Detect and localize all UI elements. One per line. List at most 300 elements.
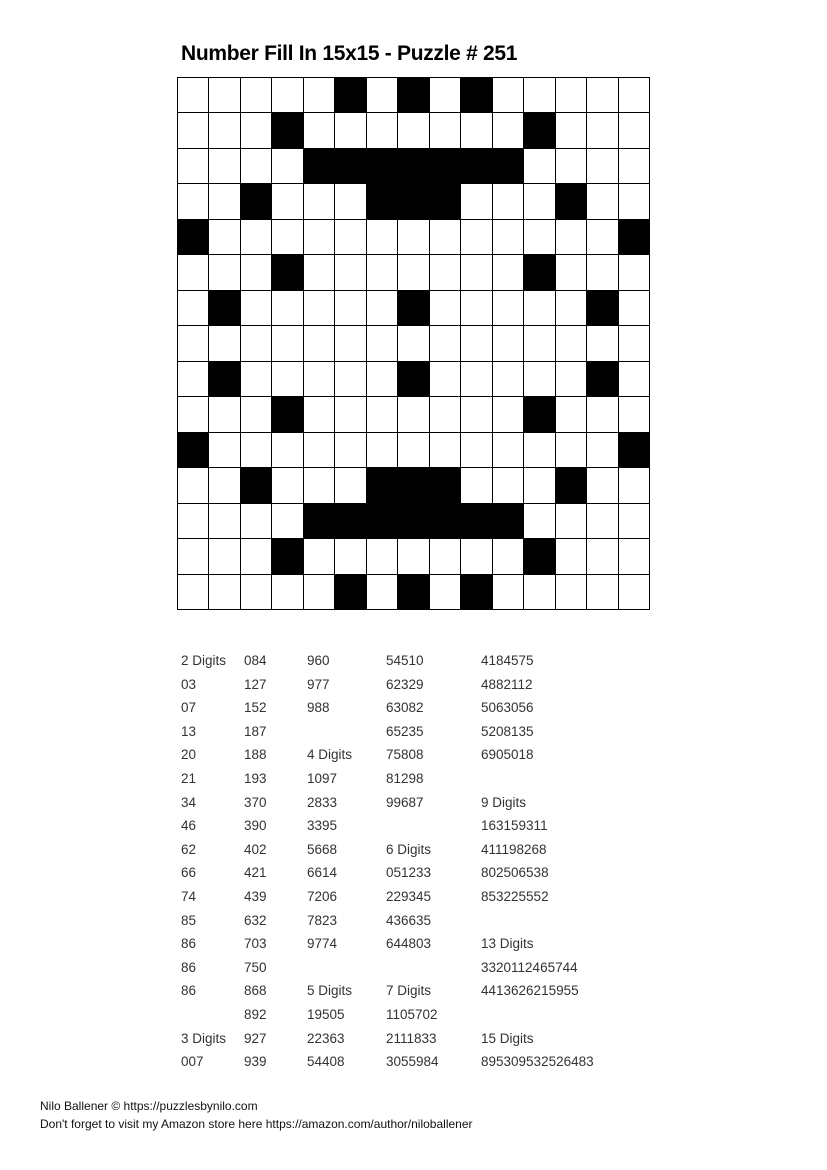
word-list-entry: 66 (181, 865, 197, 881)
grid-cell[interactable] (619, 575, 650, 610)
grid-cell[interactable] (619, 255, 650, 290)
grid-cell[interactable] (556, 539, 587, 574)
word-list-entry: 5063056 (481, 700, 534, 716)
grid-block-cell (367, 184, 398, 219)
grid-cell[interactable] (461, 397, 492, 432)
word-list-entry (386, 958, 439, 982)
grid-cell[interactable] (178, 113, 209, 148)
grid-cell[interactable] (178, 255, 209, 290)
grid-cell[interactable] (272, 220, 303, 255)
grid-cell[interactable] (272, 291, 303, 326)
grid-cell[interactable] (209, 220, 240, 255)
grid-cell[interactable] (272, 149, 303, 184)
word-list-entry: 85 (181, 912, 197, 928)
grid-cell[interactable] (619, 397, 650, 432)
grid-cell[interactable] (430, 433, 461, 468)
grid-cell[interactable] (241, 220, 272, 255)
word-list-column-4 (386, 651, 439, 1076)
grid-cell[interactable] (398, 539, 429, 574)
grid-cell[interactable] (493, 397, 524, 432)
grid-cell[interactable] (556, 255, 587, 290)
grid-cell[interactable] (587, 433, 618, 468)
word-list-entry: 960 (307, 653, 330, 668)
grid-cell[interactable] (493, 326, 524, 361)
word-list-entry: 421 (244, 865, 267, 881)
grid-cell[interactable] (241, 113, 272, 148)
grid-cell[interactable] (461, 220, 492, 255)
grid-cell[interactable] (209, 184, 240, 219)
word-list-entry: 22363 (307, 1030, 345, 1046)
word-list-entry: 127 (244, 676, 267, 692)
grid-cell[interactable] (241, 326, 272, 361)
word-list-entry: 1105702 (386, 1006, 438, 1022)
grid-block-cell (619, 433, 650, 468)
grid-block-cell (461, 78, 492, 113)
word-list-entry: 2111833 (386, 1030, 437, 1046)
grid-cell[interactable] (461, 291, 492, 326)
word-list-entry: 853225552 (481, 888, 549, 904)
grid-cell[interactable] (619, 149, 650, 184)
grid-cell[interactable] (304, 291, 335, 326)
footer-amazon-note: Don't forget to visit my Amazon store here https://amazon.com/author/niloballener (40, 1117, 473, 1131)
grid-cell[interactable] (367, 362, 398, 397)
word-list-entry: 62329 (386, 676, 424, 692)
puzzle-grid[interactable] (177, 77, 650, 610)
word-list-entry: 892 (244, 1006, 267, 1022)
grid-cell[interactable] (619, 539, 650, 574)
grid-cell[interactable] (367, 397, 398, 432)
grid-cell[interactable] (398, 326, 429, 361)
grid-cell[interactable] (524, 468, 555, 503)
grid-block-cell (272, 255, 303, 290)
grid-cell[interactable] (524, 433, 555, 468)
word-list-entry: 370 (244, 794, 267, 810)
word-list-entry: 411198268 (481, 841, 547, 857)
grid-block-cell (272, 539, 303, 574)
word-list-entry: 007 (181, 1054, 204, 1070)
grid-cell[interactable] (304, 78, 335, 113)
grid-cell[interactable] (335, 220, 366, 255)
grid-block-cell (493, 504, 524, 539)
grid-block-cell (430, 149, 461, 184)
word-list-entry: 74 (181, 888, 197, 904)
grid-cell[interactable] (587, 575, 618, 610)
grid-cell[interactable] (619, 326, 650, 361)
word-list-entry: 187 (244, 723, 267, 739)
word-list-entry: 802506538 (481, 865, 549, 881)
word-list-heading: 15 Digits (481, 1030, 534, 1046)
grid-cell[interactable] (335, 326, 366, 361)
grid-cell[interactable] (587, 397, 618, 432)
grid-cell[interactable] (367, 78, 398, 113)
grid-cell[interactable] (209, 255, 240, 290)
word-list-entry: 54510 (386, 653, 424, 668)
grid-block-cell (398, 149, 429, 184)
grid-cell[interactable] (335, 433, 366, 468)
grid-cell[interactable] (461, 433, 492, 468)
word-list-entry: 939 (244, 1054, 267, 1070)
grid-cell[interactable] (178, 78, 209, 113)
grid-cell[interactable] (209, 149, 240, 184)
grid-cell[interactable] (272, 326, 303, 361)
grid-cell[interactable] (304, 397, 335, 432)
word-list-entry: 4882112 (481, 676, 533, 692)
grid-cell[interactable] (619, 362, 650, 397)
word-list-entry (481, 1005, 594, 1029)
word-list-entry: 3320112465744 (481, 959, 578, 975)
grid-cell[interactable] (178, 397, 209, 432)
word-list-entry: 084 (244, 653, 267, 668)
grid-block-cell (524, 113, 555, 148)
word-list-entry: 65235 (386, 723, 424, 739)
grid-block-cell (367, 149, 398, 184)
word-list-entry: 439 (244, 888, 267, 904)
grid-cell[interactable] (241, 575, 272, 610)
grid-cell[interactable] (556, 433, 587, 468)
word-list-entry: 03 (181, 676, 197, 692)
grid-block-cell (461, 575, 492, 610)
grid-block-cell (304, 149, 335, 184)
grid-cell[interactable] (304, 326, 335, 361)
grid-block-cell (619, 220, 650, 255)
grid-block-cell (398, 362, 429, 397)
grid-cell[interactable] (241, 78, 272, 113)
grid-cell[interactable] (619, 468, 650, 503)
grid-block-cell (587, 362, 618, 397)
word-list-entry: 163159311 (481, 818, 548, 834)
grid-cell[interactable] (430, 575, 461, 610)
grid-cell[interactable] (209, 113, 240, 148)
grid-cell[interactable] (556, 362, 587, 397)
grid-cell[interactable] (241, 255, 272, 290)
grid-cell[interactable] (587, 149, 618, 184)
grid-cell[interactable] (493, 433, 524, 468)
grid-cell[interactable] (493, 291, 524, 326)
word-list-entry: 868 (244, 983, 267, 999)
grid-cell[interactable] (304, 575, 335, 610)
grid-cell[interactable] (367, 255, 398, 290)
grid-cell[interactable] (493, 539, 524, 574)
grid-cell[interactable] (304, 220, 335, 255)
word-list-entry: 86 (181, 983, 197, 999)
grid-cell[interactable] (304, 113, 335, 148)
word-list-entry: 4413626215955 (481, 983, 579, 999)
grid-block-cell (304, 504, 335, 539)
grid-cell[interactable] (209, 575, 240, 610)
grid-cell[interactable] (335, 184, 366, 219)
grid-cell[interactable] (209, 468, 240, 503)
grid-cell[interactable] (556, 326, 587, 361)
word-list-entry: 2833 (307, 794, 338, 810)
grid-cell[interactable] (367, 326, 398, 361)
grid-cell[interactable] (493, 255, 524, 290)
grid-cell[interactable] (430, 113, 461, 148)
grid-cell[interactable] (556, 220, 587, 255)
grid-cell[interactable] (367, 575, 398, 610)
grid-cell[interactable] (398, 113, 429, 148)
word-list-entry: 193 (244, 770, 267, 786)
grid-cell[interactable] (524, 362, 555, 397)
grid-block-cell (430, 504, 461, 539)
grid-cell[interactable] (209, 433, 240, 468)
grid-cell[interactable] (209, 397, 240, 432)
grid-cell[interactable] (209, 504, 240, 539)
word-list-heading: 7 Digits (386, 983, 432, 999)
grid-cell[interactable] (241, 362, 272, 397)
grid-block-cell (272, 397, 303, 432)
grid-cell[interactable] (587, 468, 618, 503)
grid-cell[interactable] (241, 291, 272, 326)
grid-cell[interactable] (493, 113, 524, 148)
grid-block-cell (398, 78, 429, 113)
grid-cell[interactable] (241, 149, 272, 184)
grid-block-cell (367, 468, 398, 503)
grid-cell[interactable] (556, 149, 587, 184)
grid-cell[interactable] (493, 220, 524, 255)
grid-cell[interactable] (272, 184, 303, 219)
word-list-entry: 5668 (307, 841, 338, 857)
word-list-entry: 895309532526483 (481, 1054, 594, 1070)
grid-block-cell (430, 468, 461, 503)
grid-cell[interactable] (524, 78, 555, 113)
grid-cell[interactable] (178, 149, 209, 184)
grid-cell[interactable] (556, 78, 587, 113)
grid-cell[interactable] (461, 539, 492, 574)
grid-cell[interactable] (430, 362, 461, 397)
grid-cell[interactable] (430, 220, 461, 255)
grid-cell[interactable] (619, 184, 650, 219)
grid-block-cell (556, 468, 587, 503)
word-list-entry: 188 (244, 747, 267, 763)
grid-cell[interactable] (367, 433, 398, 468)
word-list-entry: 21 (181, 770, 197, 786)
grid-cell[interactable] (524, 220, 555, 255)
grid-cell[interactable] (335, 539, 366, 574)
grid-cell[interactable] (619, 291, 650, 326)
grid-block-cell (335, 504, 366, 539)
word-list-entry: 927 (244, 1030, 267, 1046)
grid-cell[interactable] (493, 362, 524, 397)
grid-cell[interactable] (556, 504, 587, 539)
grid-cell[interactable] (178, 468, 209, 503)
word-list-entry: 75808 (386, 747, 424, 763)
word-list-entry: 54408 (307, 1054, 345, 1070)
grid-cell[interactable] (304, 539, 335, 574)
grid-cell[interactable] (367, 220, 398, 255)
word-list-column-5 (481, 651, 594, 1076)
grid-cell[interactable] (493, 184, 524, 219)
grid-cell[interactable] (461, 184, 492, 219)
word-list-entry: 19505 (307, 1006, 345, 1022)
grid-cell[interactable] (493, 575, 524, 610)
footer-credit: Nilo Ballener © https://puzzlesbynilo.com (40, 1099, 258, 1113)
grid-cell[interactable] (524, 504, 555, 539)
grid-cell[interactable] (272, 433, 303, 468)
grid-block-cell (556, 184, 587, 219)
word-list-column-2 (244, 651, 267, 1076)
grid-cell[interactable] (304, 468, 335, 503)
word-list-entry: 7206 (307, 888, 338, 904)
grid-cell[interactable] (556, 291, 587, 326)
grid-cell[interactable] (587, 184, 618, 219)
word-list-entry: 977 (307, 676, 330, 692)
grid-block-cell (524, 539, 555, 574)
puzzle-title: Number Fill In 15x15 - Puzzle # 251 (181, 42, 518, 65)
grid-cell[interactable] (430, 326, 461, 361)
grid-cell[interactable] (398, 433, 429, 468)
word-list-entry: 86 (181, 959, 197, 975)
grid-cell[interactable] (524, 184, 555, 219)
grid-cell[interactable] (178, 539, 209, 574)
grid-cell[interactable] (398, 255, 429, 290)
word-list-heading: 5 Digits (307, 983, 353, 999)
word-list-entry: 5208135 (481, 723, 534, 739)
word-list-entry: 34 (181, 794, 197, 810)
grid-block-cell (524, 397, 555, 432)
grid-cell[interactable] (272, 362, 303, 397)
grid-cell[interactable] (587, 113, 618, 148)
word-list-column-3 (307, 651, 352, 1076)
grid-cell[interactable] (619, 78, 650, 113)
word-list-entry: 402 (244, 841, 267, 857)
grid-cell[interactable] (587, 326, 618, 361)
grid-cell[interactable] (178, 362, 209, 397)
grid-cell[interactable] (556, 397, 587, 432)
word-list-heading: 3 Digits (181, 1030, 227, 1046)
grid-block-cell (367, 504, 398, 539)
grid-cell[interactable] (335, 468, 366, 503)
grid-block-cell (272, 113, 303, 148)
word-list-entry: 3055984 (386, 1054, 439, 1070)
word-list-entry: 81298 (386, 770, 424, 786)
grid-cell[interactable] (556, 575, 587, 610)
grid-cell[interactable] (556, 113, 587, 148)
grid-cell[interactable] (587, 539, 618, 574)
grid-cell[interactable] (178, 504, 209, 539)
grid-cell[interactable] (524, 291, 555, 326)
grid-cell[interactable] (367, 539, 398, 574)
grid-block-cell (335, 78, 366, 113)
grid-cell[interactable] (398, 220, 429, 255)
grid-cell[interactable] (178, 291, 209, 326)
grid-block-cell (493, 149, 524, 184)
grid-cell[interactable] (335, 397, 366, 432)
grid-cell[interactable] (524, 326, 555, 361)
grid-cell[interactable] (335, 291, 366, 326)
grid-block-cell (209, 362, 240, 397)
word-list-entry: 1097 (307, 770, 338, 786)
grid-cell[interactable] (493, 468, 524, 503)
word-list-heading: 9 Digits (481, 794, 527, 810)
grid-block-cell (398, 468, 429, 503)
grid-block-cell (209, 291, 240, 326)
grid-cell[interactable] (367, 291, 398, 326)
word-list-entry: 6905018 (481, 747, 534, 763)
grid-cell[interactable] (241, 397, 272, 432)
word-list-entry: 20 (181, 747, 197, 763)
grid-cell[interactable] (587, 255, 618, 290)
grid-cell[interactable] (335, 362, 366, 397)
footer (40, 1097, 473, 1133)
grid-cell[interactable] (461, 326, 492, 361)
grid-cell[interactable] (335, 113, 366, 148)
grid-cell[interactable] (587, 78, 618, 113)
grid-cell[interactable] (587, 504, 618, 539)
grid-cell[interactable] (209, 326, 240, 361)
grid-cell[interactable] (461, 255, 492, 290)
grid-block-cell (430, 184, 461, 219)
grid-cell[interactable] (241, 433, 272, 468)
word-list-entry: 4184575 (481, 653, 534, 668)
grid-cell[interactable] (178, 575, 209, 610)
grid-cell[interactable] (430, 78, 461, 113)
word-list-entry (481, 769, 594, 793)
word-list-entry: 229345 (386, 888, 432, 904)
grid-cell[interactable] (619, 504, 650, 539)
grid-block-cell (524, 255, 555, 290)
word-list-entry: 7823 (307, 912, 338, 928)
word-list-entry (181, 1005, 226, 1029)
grid-cell[interactable] (524, 575, 555, 610)
word-list-entry (307, 958, 352, 982)
grid-block-cell (398, 291, 429, 326)
grid-cell[interactable] (304, 433, 335, 468)
grid-cell[interactable] (209, 539, 240, 574)
grid-cell[interactable] (178, 184, 209, 219)
grid-cell[interactable] (335, 255, 366, 290)
grid-block-cell (241, 468, 272, 503)
grid-cell[interactable] (493, 78, 524, 113)
grid-block-cell (335, 149, 366, 184)
grid-cell[interactable] (304, 184, 335, 219)
grid-cell[interactable] (241, 539, 272, 574)
word-list-heading: 4 Digits (307, 747, 353, 763)
word-list-entry: 63082 (386, 700, 424, 716)
grid-cell[interactable] (398, 397, 429, 432)
grid-block-cell (178, 433, 209, 468)
word-list-heading: 6 Digits (386, 841, 432, 857)
grid-cell[interactable] (209, 78, 240, 113)
grid-cell[interactable] (587, 220, 618, 255)
grid-cell[interactable] (461, 468, 492, 503)
grid-cell[interactable] (430, 255, 461, 290)
grid-block-cell (241, 184, 272, 219)
grid-block-cell (461, 149, 492, 184)
grid-cell[interactable] (524, 149, 555, 184)
grid-cell[interactable] (272, 575, 303, 610)
grid-cell[interactable] (304, 362, 335, 397)
grid-cell[interactable] (430, 397, 461, 432)
grid-cell[interactable] (272, 504, 303, 539)
grid-cell[interactable] (367, 113, 398, 148)
word-list-heading: 13 Digits (481, 936, 534, 952)
word-list-entry: 46 (181, 818, 197, 834)
grid-cell[interactable] (430, 291, 461, 326)
grid-block-cell (335, 575, 366, 610)
grid-block-cell (398, 575, 429, 610)
grid-cell[interactable] (461, 362, 492, 397)
grid-cell[interactable] (619, 113, 650, 148)
grid-cell[interactable] (272, 78, 303, 113)
grid-cell[interactable] (430, 539, 461, 574)
grid-cell[interactable] (461, 113, 492, 148)
grid-cell[interactable] (304, 255, 335, 290)
grid-cell[interactable] (178, 326, 209, 361)
word-list-entry: 13 (181, 723, 197, 739)
grid-cell[interactable] (272, 468, 303, 503)
grid-cell[interactable] (241, 504, 272, 539)
word-list-entry: 988 (307, 700, 330, 716)
